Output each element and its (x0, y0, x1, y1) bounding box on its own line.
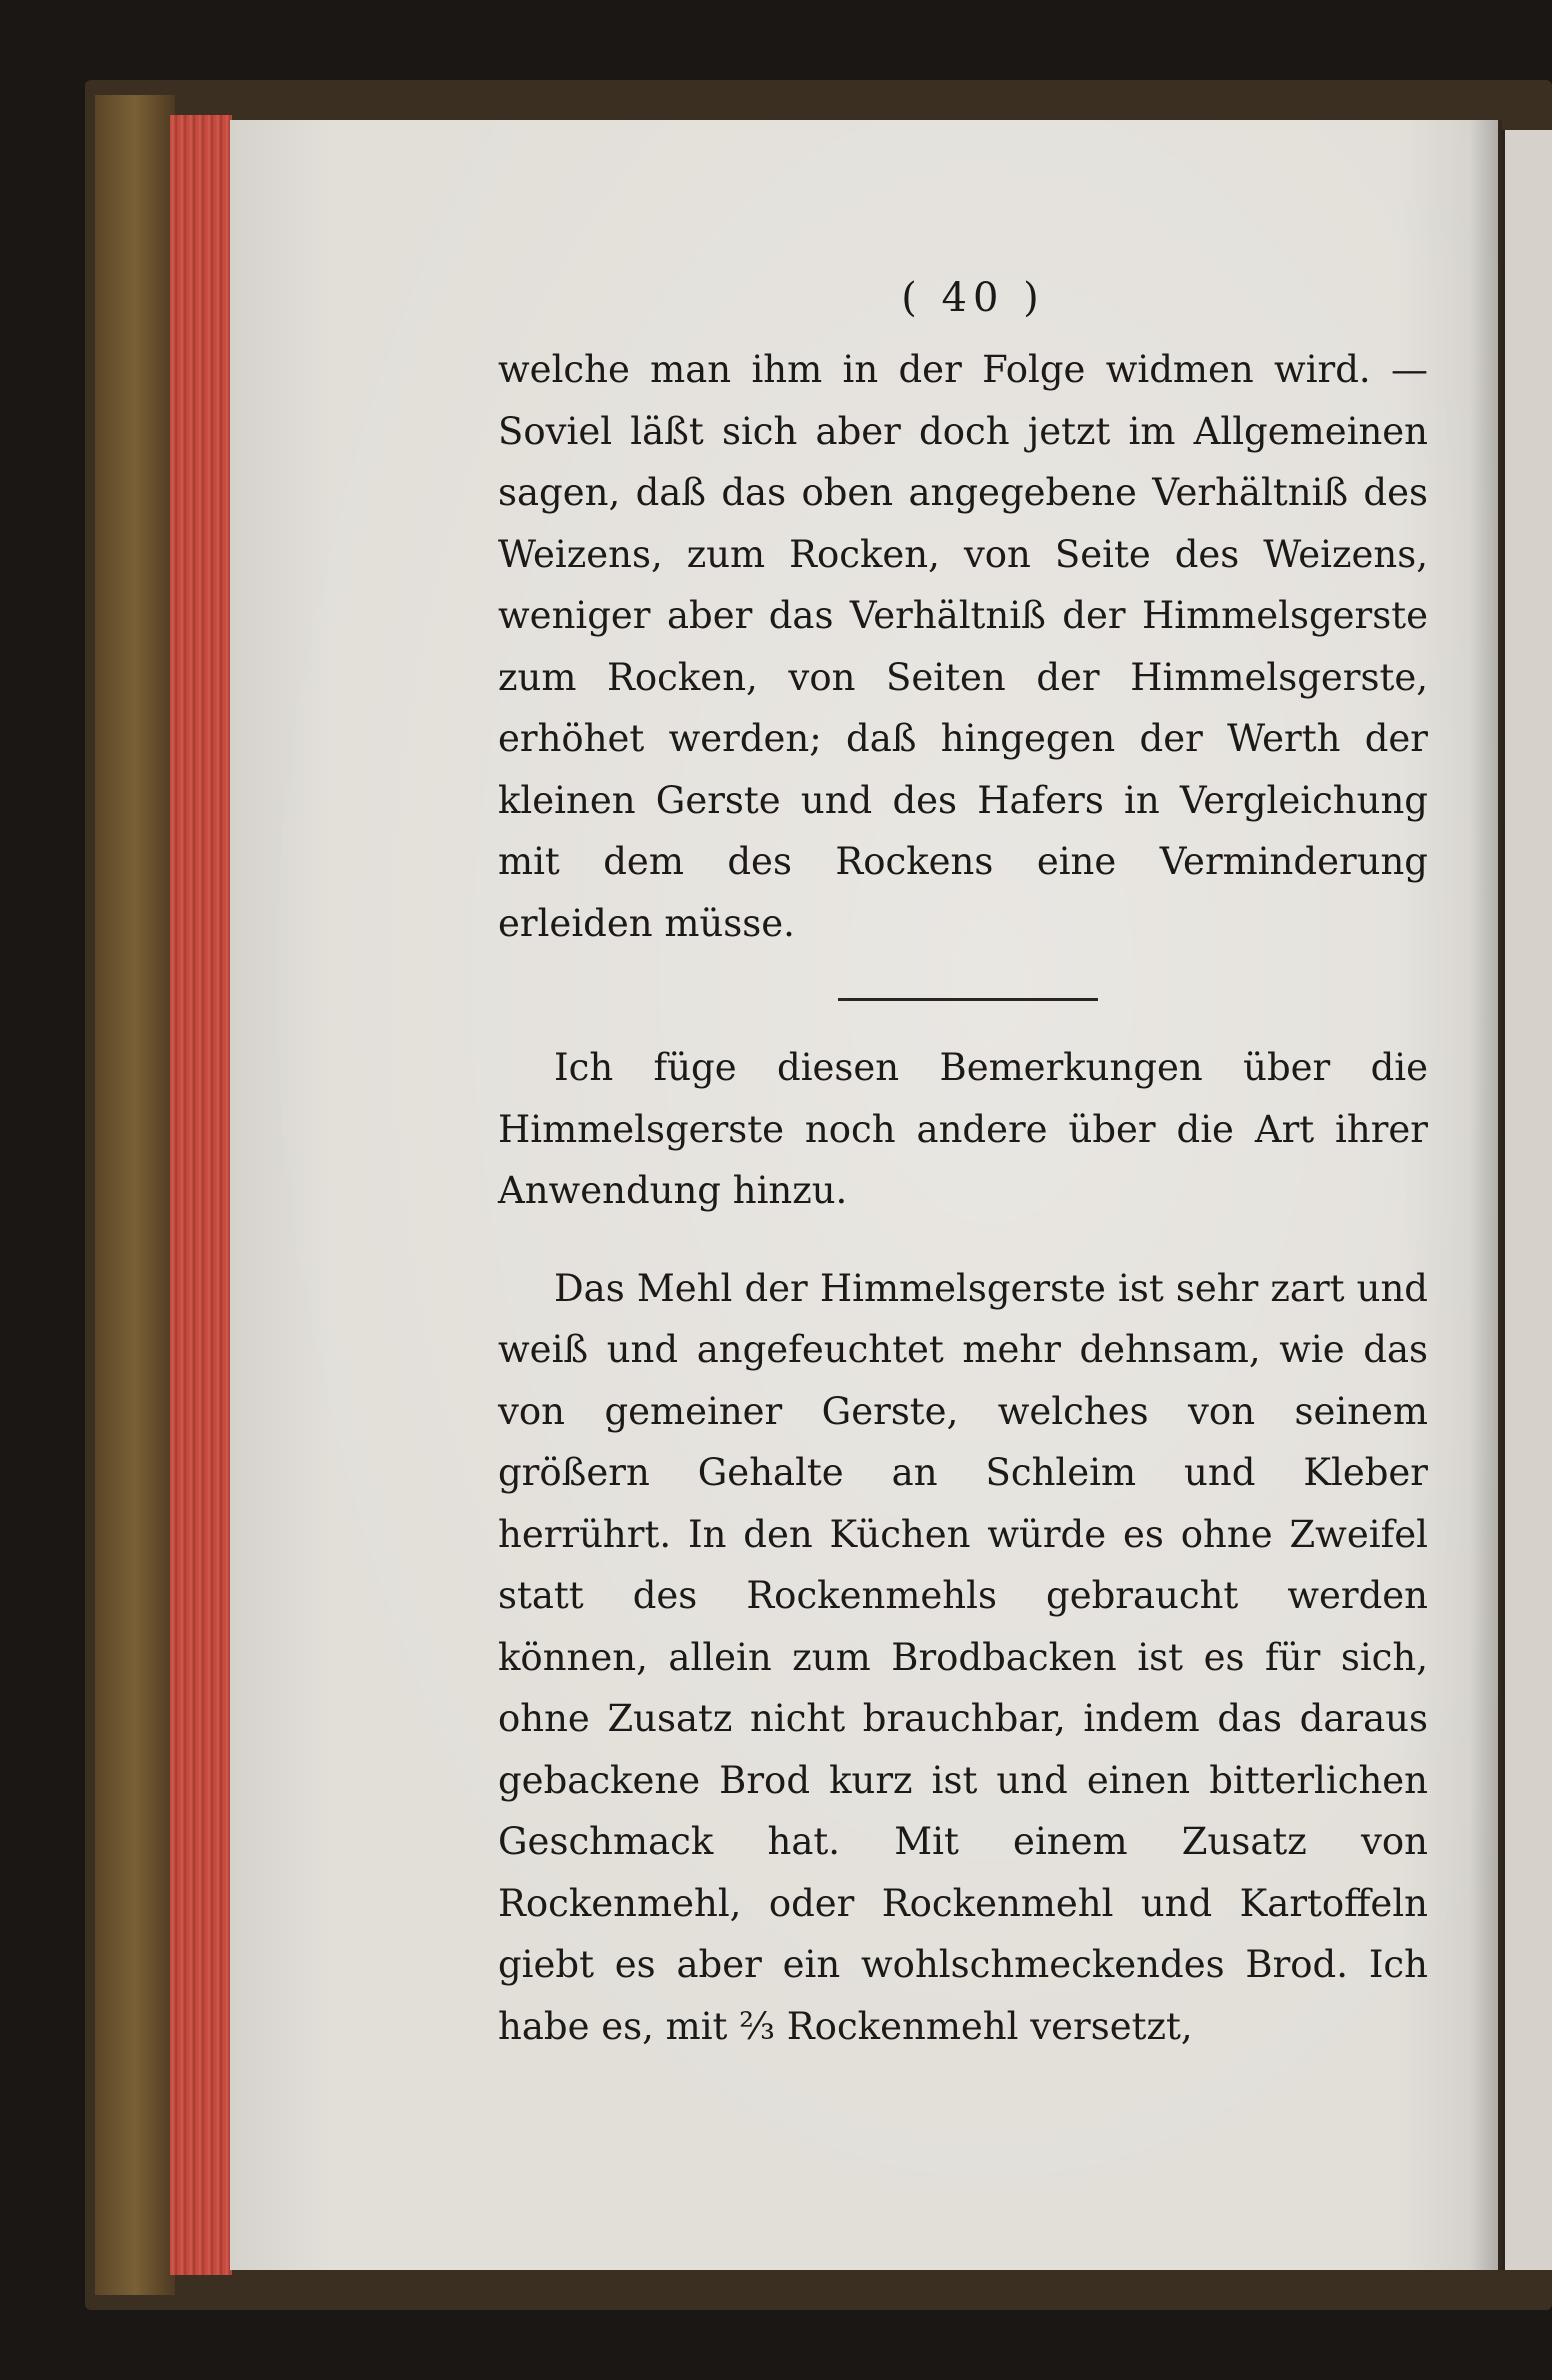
paragraph-flour: Das Mehl der Himmelsgerste ist sehr zart und weiß und angefeuchtet mehr dehnsam, wie das von gemeiner Gerste, welches von seinem größern Gehalte an Schleim und Kleber herrührt. In den Küchen würde es ohne Zweifel statt des Rockenmehls gebraucht werden können, allein zum Brodbacken ist es für sich, ohne Zusatz nicht brauchbar, indem das daraus gebackene Brod kurz ist und einen bitterlichen Geschmack hat. Mit einem Zusatz von Rockenmehl, oder Rockenmehl und Kartoffeln giebt es aber ein wohlschmeckendes Brod. Ich habe es, mit ⅔ Rockenmehl versetzt, (498, 1266, 1428, 2048)
red-page-edges (170, 115, 232, 2275)
cover-edge (95, 95, 175, 2295)
section-divider (838, 998, 1098, 1001)
gutter-shadow (1470, 120, 1502, 2270)
paragraph-intro: Ich füge diesen Bemerkungen über die Himmelsgerste noch andere über die Art ihrer Anwendung hinzu. (498, 1046, 1428, 1212)
facing-page-edge (1502, 130, 1552, 2270)
page-text-block (498, 275, 1428, 2057)
page-number: ( 40 ) (901, 275, 1045, 321)
paragraph-continued: welche man ihm in der Folge widmen wird. — Soviel läßt sich aber doch jetzt im Allgemeinen sagen, daß das oben angegebene Verhältniß des Weizens, zum Rocken, von Seite des Weizens, weniger aber das Verhältniß der Himmelsgerste zum Rocken, von Seiten der Himmelsgerste, erhöhet werden; daß hingegen der Werth der kleinen Gerste und des Hafers in Vergleichung mit dem des Rockens eine Verminderung erleiden müsse. (498, 348, 1428, 945)
paragraph-gap (498, 1222, 1428, 1258)
